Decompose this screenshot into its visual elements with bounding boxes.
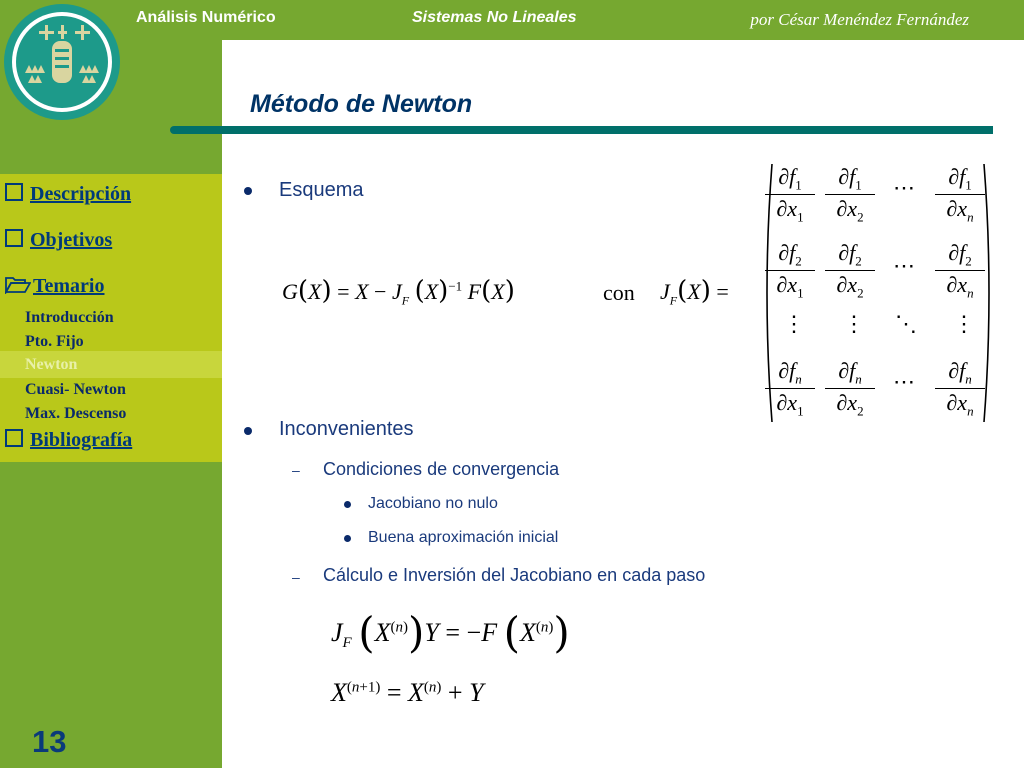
sub-sub-bullet-jacobiano: Jacobiano no nulo [368, 495, 498, 512]
bullet-icon [244, 427, 252, 435]
nav-item-label: Descripción [30, 183, 132, 205]
update-formula: $X^{(n+1)} = X^{(n)} + Y$ [331, 678, 484, 707]
nav-subitem-cuasi-newton[interactable]: Cuasi- Newton [25, 381, 126, 398]
author-name: por César Menéndez Fernández [750, 10, 969, 29]
dash-icon: – [292, 462, 300, 478]
dash-icon: – [292, 569, 300, 585]
jacobian-lhs: $J_F(X)$ = [660, 276, 729, 308]
sub-bullet-convergencia: Condiciones de convergencia [323, 459, 560, 479]
title-underline [170, 126, 993, 134]
nav-item-label: Bibliografía [30, 429, 133, 451]
nav-subitem-max-descenso[interactable]: Max. Descenso [25, 405, 127, 422]
checkbox-icon [5, 183, 23, 201]
nav-item-objetivos[interactable] [5, 229, 112, 252]
checkbox-icon [5, 429, 23, 447]
checkbox-icon [5, 229, 23, 247]
course-name: Análisis Numérico [136, 9, 276, 26]
nav-item-descripcion[interactable] [5, 183, 131, 206]
slide-topic: Sistemas No Lineales [412, 9, 577, 26]
nav-item-label: Temario [33, 275, 105, 297]
nav-item-label: Objetivos [30, 229, 113, 251]
bullet-icon [244, 187, 252, 195]
nav-subitem-pto-fijo[interactable]: Pto. Fijo [25, 333, 84, 350]
university-seal-logo [3, 3, 121, 121]
newton-iteration-formula: $G(X) = X - J_F$ $(X)^{-1}$ F(X) [282, 276, 515, 308]
open-folder-icon [5, 276, 31, 294]
nav-subitem-introduccion[interactable]: Introducción [25, 309, 114, 326]
bullet-icon [344, 535, 351, 542]
bullet-esquema: Esquema [279, 179, 364, 201]
sub-bullet-calculo: Cálculo e Inversión del Jacobiano en cada paso [323, 565, 706, 585]
nav-item-bibliografia[interactable] [5, 429, 132, 452]
connector-word: con [603, 280, 635, 305]
sub-sub-bullet-aproximacion: Buena aproximación inicial [368, 529, 559, 546]
slide-title: Método de Newton [250, 90, 473, 118]
nav-item-temario[interactable] [5, 275, 104, 298]
page-number: 13 [32, 724, 67, 759]
bullet-inconvenientes: Inconvenientes [279, 418, 414, 440]
linear-system-formula: $J_F$ $(X^{(n)})Y = -F$ $(X^{(n)})$ [331, 608, 570, 657]
bullet-icon [344, 501, 351, 508]
nav-subitem-newton[interactable]: Newton [25, 356, 78, 373]
